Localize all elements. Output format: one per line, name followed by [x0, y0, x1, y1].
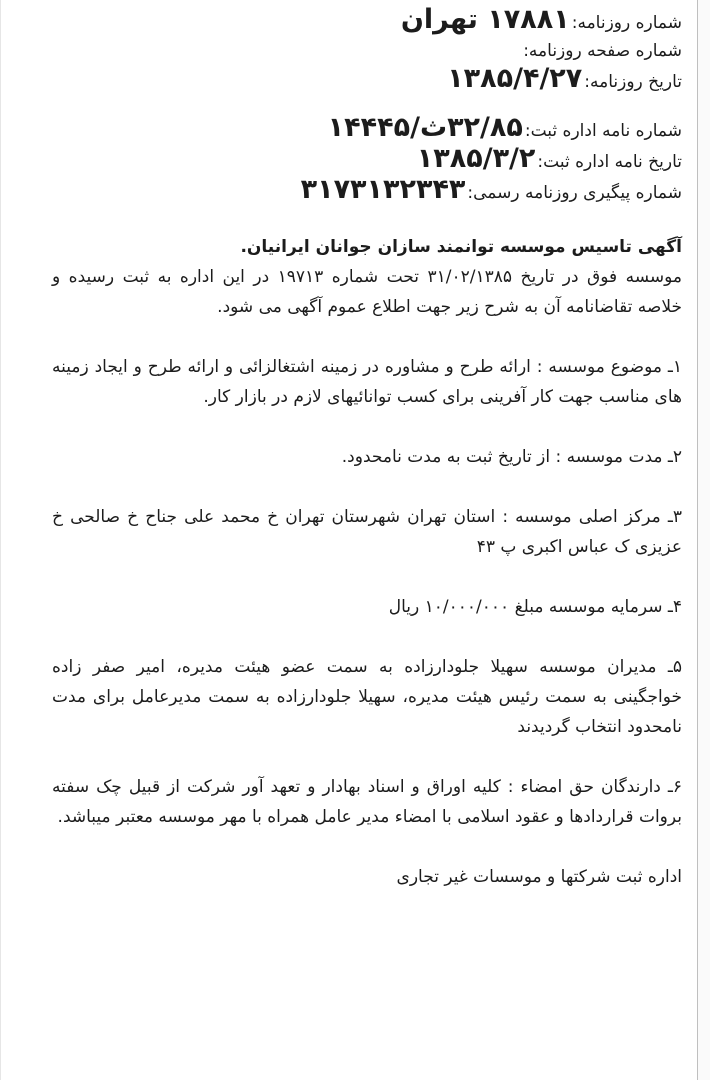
newspaper-date-value: ۱۳۸۵/۴/۲۷: [447, 63, 583, 94]
newspaper-number-label: شماره روزنامه:: [571, 13, 682, 33]
notice-item-directors: ۵ـ مدیران موسسه سهیلا جلودارزاده به سمت عضو هیئت مدیره، امیر صفر زاده خواجگینی به سمت رئیس هیئت مدیره، سهیلا جلودارزاده به سمت مدیرعامل برای مدت نامحدود انتخاب گردیدند: [52, 657, 682, 737]
registry-letter-number-label: شماره نامه اداره ثبت:: [524, 121, 682, 141]
newspaper-number-value: ۱۷۸۸۱ تهران: [400, 4, 570, 35]
registry-letter-number-row: [52, 114, 682, 145]
notice-intro: موسسه فوق در تاریخ ۳۱/۰۲/۱۳۸۵ تحت شماره ۱۹۷۱۳ در این اداره به ثبت رسیده و خلاصه تقاضانامه آن به شرح زیر جهت اطلاع عموم آگهی می شود.: [52, 267, 682, 317]
registry-letter-date-row: [52, 145, 682, 176]
notice-title: آگهی تاسیس موسسه توانمند سازان جوانان ایرانیان.: [240, 237, 682, 257]
newspaper-date-label: تاریخ روزنامه:: [584, 72, 682, 92]
page-number-label: شماره صفحه روزنامه:: [523, 41, 682, 61]
registry-letter-date-value: ۱۳۸۵/۳/۲: [416, 143, 536, 174]
scrollbar-track[interactable]: [698, 0, 710, 1080]
tracking-number-value: ۳۱۷۳۱۳۲۳۴۳: [300, 174, 466, 205]
newspaper-info: [52, 6, 682, 96]
notice-item-address: ۳ـ مرکز اصلی موسسه : استان تهران شهرستان تهران خ محمد علی جناح خ صالحی خ عزیزی ک عباس اکبری پ ۴۳: [52, 507, 682, 557]
notice-item-capital: ۴ـ سرمایه موسسه مبلغ ۱۰/۰۰۰/۰۰۰ ریال: [388, 597, 682, 617]
notice-item-duration: ۲ـ مدت موسسه : از تاریخ ثبت به مدت نامحدود.: [341, 447, 682, 467]
notice-item-subject: ۱ـ موضوع موسسه : ارائه طرح و مشاوره در زمینه اشتغالزائی و ارائه طرح و ایجاد زمینه های مناسب جهت کار آفرینی برای کسب توانائیهای لازم در بازار کار.: [52, 357, 682, 407]
registry-letter-date-label: تاریخ نامه اداره ثبت:: [537, 152, 682, 172]
newspaper-date-row: [52, 65, 682, 96]
notice-footer: اداره ثبت شرکتها و موسسات غیر تجاری: [396, 867, 682, 887]
page-number-row: [52, 37, 682, 65]
newspaper-number-row: [52, 6, 682, 37]
document-content: [52, 6, 682, 892]
tracking-number-row: [52, 176, 682, 207]
registry-letter-number-value: ۳۲/۸۵ث/۱۴۴۴۵: [327, 112, 523, 143]
registry-info: [52, 114, 682, 207]
tracking-number-label: شماره پیگیری روزنامه رسمی:: [467, 183, 682, 203]
notice-item-signatories: ۶ـ دارندگان حق امضاء : کلیه اوراق و اسناد بهادار و تعهد آور شرکت از قبیل چک سفته بروات قراردادها و عقود اسلامی با امضاء مدیر عامل همراه با مهر موسسه معتبر میباشد.: [52, 777, 682, 827]
